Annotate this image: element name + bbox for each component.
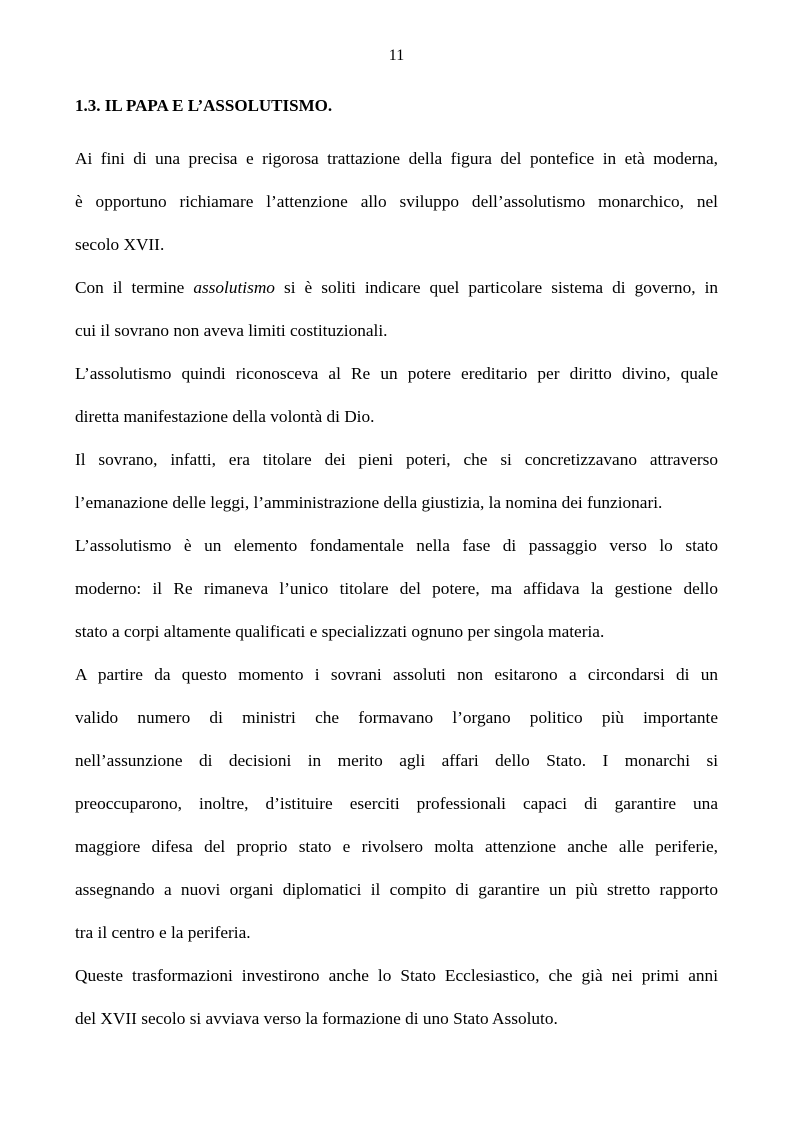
text-line: l’emanazione delle leggi, l’amministrazione della giustizia, la nomina dei funzionari. xyxy=(75,493,663,512)
text-line: nell’assunzione di decisioni in merito agli affari dello Stato. I monarchi si xyxy=(75,751,718,770)
paragraph-3 xyxy=(75,352,718,438)
text-line: valido numero di ministri che formavano l’organo politico più importante xyxy=(75,708,718,727)
text-line: Queste trasformazioni investirono anche lo Stato Ecclesiastico, che già nei primi anni xyxy=(75,966,718,985)
paragraph-4 xyxy=(75,438,718,524)
text-line: è opportuno richiamare l’attenzione allo sviluppo dell’assolutismo monarchico, nel xyxy=(75,192,718,211)
text-line: Ai fini di una precisa e rigorosa trattazione della figura del pontefice in età moderna, xyxy=(75,149,718,168)
text-line: moderno: il Re rimaneva l’unico titolare del potere, ma affidava la gestione dello xyxy=(75,579,718,598)
text-line: secolo XVII. xyxy=(75,235,165,254)
text-line: assegnando a nuovi organi diplomatici il compito di garantire un più stretto rapporto xyxy=(75,880,718,899)
text-line: A partire da questo momento i sovrani assoluti non esitarono a circondarsi di un xyxy=(75,665,718,684)
section-heading: 1.3. IL PAPA E L’ASSOLUTISMO. xyxy=(75,96,333,115)
text-line xyxy=(75,266,718,309)
page-number: 11 xyxy=(388,47,405,64)
paragraph-6 xyxy=(75,653,718,954)
paragraph-1 xyxy=(75,137,718,266)
paragraph-5 xyxy=(75,524,718,653)
body-text xyxy=(75,137,718,1040)
text-line: maggiore difesa del proprio stato e rivolsero molta attenzione anche alle periferie, xyxy=(75,837,718,856)
text-line: L’assolutismo quindi riconosceva al Re un potere ereditario per diritto divino, quale xyxy=(75,364,718,383)
text-line: preoccuparono, inoltre, d’istituire eserciti professionali capaci di garantire una xyxy=(75,794,718,813)
text-line: diretta manifestazione della volontà di Dio. xyxy=(75,407,375,426)
paragraph-7 xyxy=(75,954,718,1040)
text-segment: si è soliti indicare quel particolare sistema di governo, in xyxy=(274,278,718,297)
text-line: stato a corpi altamente qualificati e specializzati ognuno per singola materia. xyxy=(75,622,605,641)
text-line: cui il sovrano non aveva limiti costituzionali. xyxy=(75,321,388,340)
text-line: tra il centro e la periferia. xyxy=(75,923,251,942)
text-line: Il sovrano, infatti, era titolare dei pieni poteri, che si concretizzavano attraverso xyxy=(75,450,718,469)
italic-term: assolutismo xyxy=(193,278,275,297)
paragraph-2 xyxy=(75,266,718,352)
text-segment: Con il termine xyxy=(75,278,194,297)
text-line: del XVII secolo si avviava verso la formazione di uno Stato Assoluto. xyxy=(75,1009,558,1028)
text-line: L’assolutismo è un elemento fondamentale nella fase di passaggio verso lo stato xyxy=(75,536,718,555)
